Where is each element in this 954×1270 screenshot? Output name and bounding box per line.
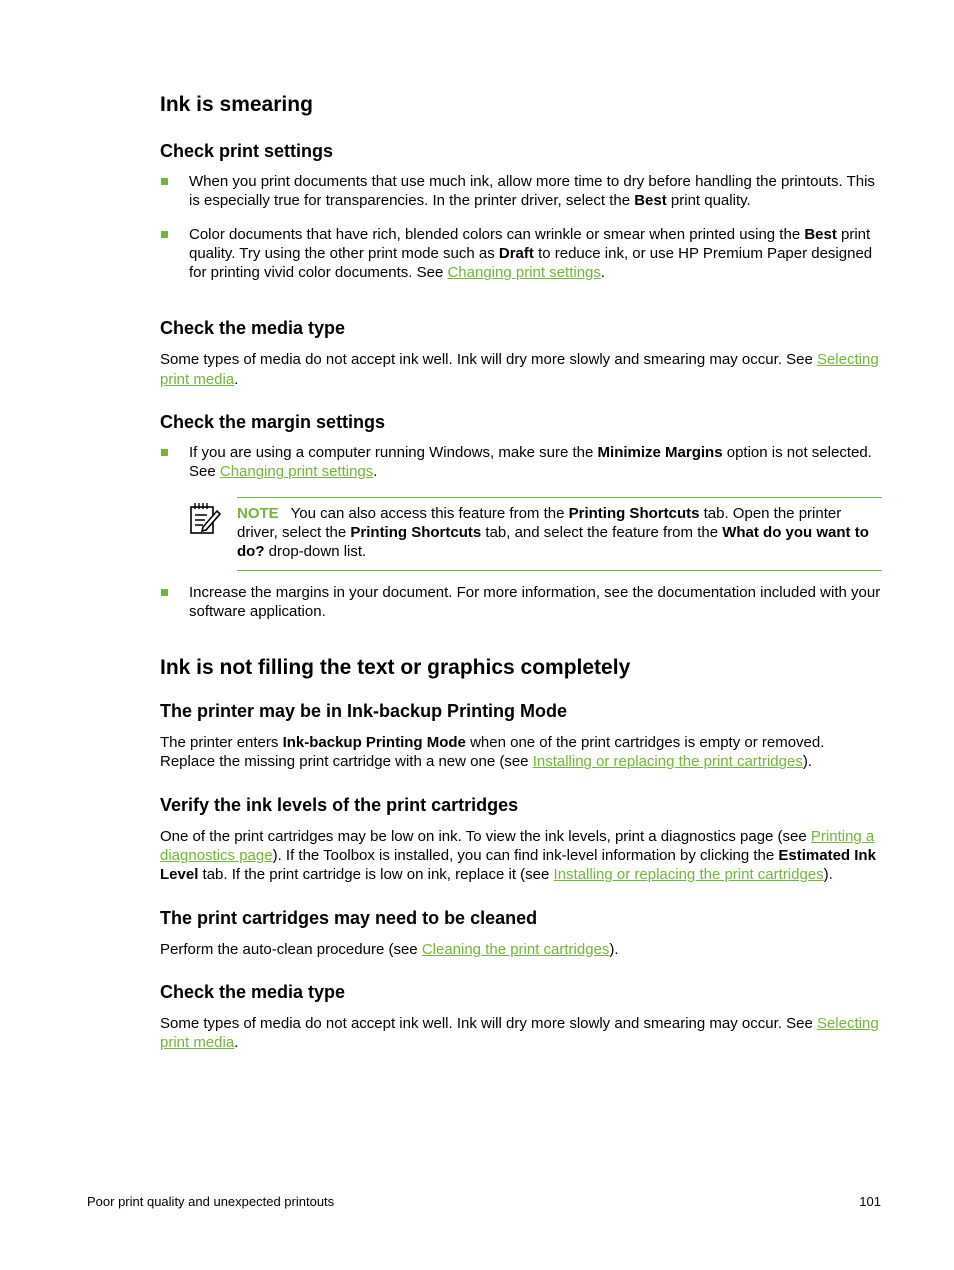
link-installing-cartridges[interactable]: Installing or replacing the print cartridges	[553, 866, 824, 884]
bullet-square-icon	[161, 589, 168, 596]
page-number: 101	[859, 1194, 881, 1209]
note-pad-icon	[189, 501, 223, 535]
paragraph: One of the print cartridges may be low on ink. To view the ink levels, print a diagnostics page (see Printing a diagnostics page). If the Toolbox is installed, you can find ink-level information by clicking the Estimated Ink Level tab. If the print cartridge is low on ink, replace it (see Installing or replacing the print cartridges).	[160, 827, 876, 884]
paragraph: Some types of media do not accept ink well. Ink will dry more slowly and smearing may occur. See Selecting print media.	[160, 1014, 879, 1052]
subsection-title-check-print-settings: Check print settings	[160, 141, 334, 161]
list-item: If you are using a computer running Windows, make sure the Minimize Margins option is not selected. See Changing print settings.	[160, 443, 882, 482]
subsection-title-check-margin-settings: Check the margin settings	[160, 412, 386, 433]
paragraph: Perform the auto-clean procedure (see Cleaning the print cartridges).	[160, 940, 619, 958]
page-content	[160, 91, 882, 1053]
subsection-title-cartridges-cleaned: The print cartridges may need to be cleaned	[160, 907, 538, 928]
link-changing-print-settings[interactable]: Changing print settings	[447, 264, 601, 282]
bullet-list	[160, 583, 882, 622]
subsection-title-check-media-type: Check the media type	[160, 318, 346, 339]
section-title-ink-smearing: Ink is smearing	[160, 93, 313, 116]
link-changing-print-settings[interactable]: Changing print settings	[219, 463, 374, 481]
note-label: NOTE	[237, 504, 279, 522]
link-selecting-print-media[interactable]: Selecting print media	[160, 351, 879, 388]
link-selecting-print-media[interactable]: Selecting print media	[160, 1014, 879, 1052]
link-printing-diagnostics-page[interactable]: Printing a diagnostics page	[160, 827, 875, 865]
bullet-square-icon	[161, 231, 168, 238]
bullet-list	[160, 443, 882, 482]
link-installing-cartridges[interactable]: Installing or replacing the print cartridges	[532, 753, 803, 771]
bullet-square-icon	[161, 449, 168, 456]
note-box	[189, 497, 882, 571]
subsection-title-check-media-type: Check the media type	[160, 981, 346, 1002]
link-cleaning-cartridges[interactable]: Cleaning the print cartridges	[421, 940, 610, 958]
list-item: Increase the margins in your document. For more information, see the documentation included with your software application.	[160, 583, 882, 622]
section-title-ink-not-filling: Ink is not filling the text or graphics completely	[160, 656, 631, 680]
bullet-square-icon	[161, 178, 168, 185]
paragraph: The printer enters Ink-backup Printing Mode when one of the print cartridges is empty or removed. Replace the missing print cartridge with a new one (see Installing or replacing the print cartridges).	[160, 734, 825, 771]
list-item: When you print documents that use much ink, allow more time to dry before handling the printouts. This is especially true for transparencies. In the printer driver, select the Best print quality.	[160, 172, 882, 211]
footer-title: Poor print quality and unexpected printouts	[87, 1194, 335, 1209]
subsection-title-verify-ink-levels: Verify the ink levels of the print cartridges	[160, 794, 519, 815]
list-item: Color documents that have rich, blended colors can wrinkle or smear when printed using the Best print quality. Try using the other print mode such as Draft to reduce ink, or use HP Premium Paper designed for printing vivid color documents. See Changing print settings.	[160, 225, 882, 283]
note-content: NOTE You can also access this feature from the Printing Shortcuts tab. Open the printer driver, select the Printing Shortcuts tab, and select the feature from the What do you want to do? drop-down list.	[237, 497, 882, 571]
paragraph: Some types of media do not accept ink well. Ink will dry more slowly and smearing may occur. See Selecting print media.	[160, 351, 879, 388]
subsection-title-ink-backup-mode: The printer may be in Ink-backup Printing Mode	[160, 701, 568, 722]
bullet-list	[160, 172, 882, 282]
